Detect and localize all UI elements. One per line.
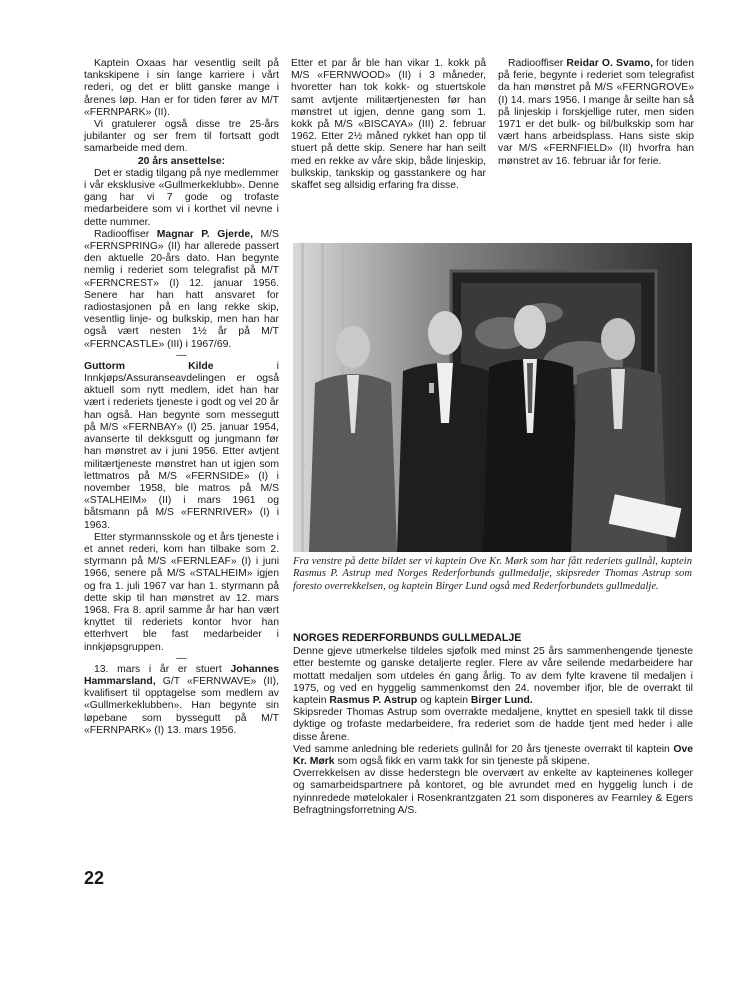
name-kilde: Guttorm Kilde bbox=[84, 360, 214, 372]
paragraph-congrats: Vi gratulerer også disse tre 25-års jubilanter og ser frem til fortsatt godt samarbeide med dem. bbox=[84, 119, 279, 155]
name-mork: Ove Kr. Mørk bbox=[293, 743, 693, 768]
text-column-right bbox=[498, 58, 694, 168]
photo-caption: Fra venstre på dette bildet ser vi kaptein Ove Kr. Mørk som har fått rederiets gullnål, kaptein Rasmus P. Astrup med Norges Rederforbunds gullmedalje, skipsreder Thomas Astrup som foresto overrekkelsen, og kaptein Birger Lund også med Rederforbundets gullmedalje. bbox=[293, 556, 692, 592]
text-column-left bbox=[84, 58, 279, 737]
paragraph-oxaas: Kaptein Oxaas har vesentlig seilt på tankskipene i sin lange karriere i vårt rederi, og det er blitt ganske mange i årenes løp. Han er for tiden fører av M/T «FERNPARK» (II). bbox=[84, 58, 279, 118]
paragraph-medal-thanks: Skipsreder Thomas Astrup som overrakte medaljene, knyttet en spesiell takk til disse dyktige og trofaste medarbeidere, fra rederiet som de hadde tjent med heder i alle disse årene. bbox=[293, 707, 693, 743]
photo-illustration bbox=[293, 243, 692, 552]
separator-dash: — bbox=[176, 349, 187, 361]
paragraph-svamo: Radiooffiser Reidar O. Svamo, for tiden på ferie, begynte i rederiet som telegrafist da han mønstret på M/S «FERNGROVE» (I) 14. mars 1956. I mange år seilte han så på linjeskip i forskjellige ruter, men siden 1971 er det bulk- og bil/bulkskip som har vært hans arbeidsplass. Hans siste skip var M/S «FERNFIELD» (II) hvorfra han mønstret av 16. februar iår for ferie. bbox=[498, 58, 694, 167]
text-column-middle bbox=[291, 58, 486, 192]
paragraph-kilde-career: Etter styrmannsskole og et års tjeneste i et annet rederi, kom han tilbake som 2. styrmann på M/S «FERNLEAF» (I) i juni 1966, senere på M/S «STALHEIM» igjen og fra 1. juli 1967 var han 1. styrmann på dette skip til han mønstret av 12. mars 1968. Fra 8. april samme år har han vært knyttet til rederiets kontor hvor han etterhvert ble fast medarbeider i innkjøpsgruppen. bbox=[84, 531, 279, 653]
paragraph-gullmerkeklubb: Det er stadig tilgang på nye medlemmer i vår eksklusive «Gullmerkeklubb». Denne gang har vi 7 gode og trofaste medarbeidere som vi i korthet vil nevne i dette nummer. bbox=[84, 167, 279, 228]
paragraph-hammarsland: 13. mars i år er stuert Johannes Hammarsland, G/T «FERNWAVE» (II), kvalifisert til opptagelse som medlem av «Gullmerkeklubben». Han begynte sin løpebane som byssegutt på M/T «FERNPARK» (I) 13. mars 1956. bbox=[84, 663, 279, 736]
section-gullmedalje bbox=[293, 632, 693, 817]
page-number: 22 bbox=[84, 868, 105, 888]
separator-dash: — bbox=[176, 652, 187, 664]
paragraph-gullnal: Ved samme anledning ble rederiets gullnål for 20 års tjeneste overrakt til kaptein Ove Kr. Mørk som også fikk en varm takk for sin tjeneste på skipene. bbox=[293, 743, 693, 768]
name-astrup: Rasmus P. Astrup bbox=[329, 695, 418, 707]
name-svamo: Reidar O. Svamo, bbox=[566, 58, 654, 69]
paragraph-lunch: Overrekkelsen av disse hederstegn ble overvært av enkelte av kapteinenes kolleger og samarbeidspartnere på kontoret, og ble avrundet med en hyggelig lunch i de nyinnredede møtelokaler i Rosenkrantzgaten 21 som disponeres av Fearnley & Egers Befragtningsforretning A/S. bbox=[293, 768, 693, 816]
subheading-20-years: 20 års ansettelse: bbox=[137, 155, 226, 167]
paragraph-kilde: Guttorm Kilde i Innkjøps/Assuranseavdelingen er også aktuell som nytt medlem, idet han har vært i rederiets tjeneste i godt og vel 20 år han også. Han begynte som messegutt på M/S «FERNBAY» (I) 25. januar 1954, avanserte til dekksgutt og jungmann før han mønstret av i juni 1956. Etter avtjent militærtjeneste mønstret han ut igjen som lettmatros på M/S «FERNSIDE» (I) i november 1958, ble matros på M/S «STALHEIM» (II) i mars 1961 og båtsmann på M/S «FERNRIVER» (I) i 1963. bbox=[84, 360, 279, 531]
section-title: NORGES REDERFORBUNDS GULLMEDALJE bbox=[293, 632, 522, 644]
name-lund: Birger Lund. bbox=[470, 695, 533, 707]
name-hammarsland: Johannes Hammarsland, bbox=[84, 663, 279, 687]
paragraph-gjerde: Radiooffiser Magnar P. Gjerde, M/S «FERNSPRING» (II) har allerede passert den aktuelle 20-års dato. Han begynte nemlig i rederiet som telegrafist på M/T «FERNCREST» (I) 12. januar 1956. Senere har han hatt ansvaret for radiostasjonen på en lang rekke skip, vesentlig linje- og bulkskip, men han har også vært nesten 1½ år på M/T «FERNCASTLE» (III) i 1967/69. bbox=[84, 228, 279, 350]
group-photo bbox=[293, 243, 692, 552]
paragraph-medal-intro: Denne gjeve utmerkelse tildeles sjøfolk med minst 25 års sammenhengende tjeneste etter bestemte og ganske detaljerte regler. Flere av våre seilende medarbeidere har mottatt medaljen som utdeles én gang årlig. To av dem fylte kravene til medaljen i 1975, og ved en hyggelig sammenkomst den 24. november ifjor, ble de overrakt til kaptein Rasmus P. Astrup og kaptein Birger Lund. bbox=[293, 646, 693, 707]
name-gjerde: Magnar P. Gjerde, bbox=[156, 228, 253, 240]
paragraph-hammarsland-cont: Etter et par år ble han vikar 1. kokk på M/S «FERNWOOD» (II) i 3 måneder, hvoretter han tok kokk- og stuertskole samt avtjente militærtjenesten før han mønstret ut igjen, denne gang som 1. kokk på M/S «BISCAYA» (III) 2. februar 1962. Etter 2½ måned rykket han opp til stuert på dette skip. Senere har han seilt med en rekke av våre skip, både linjeskip, bulkskip, tankskip og gasstankere og har skaffet seg allsidig erfaring fra disse. bbox=[291, 58, 486, 192]
